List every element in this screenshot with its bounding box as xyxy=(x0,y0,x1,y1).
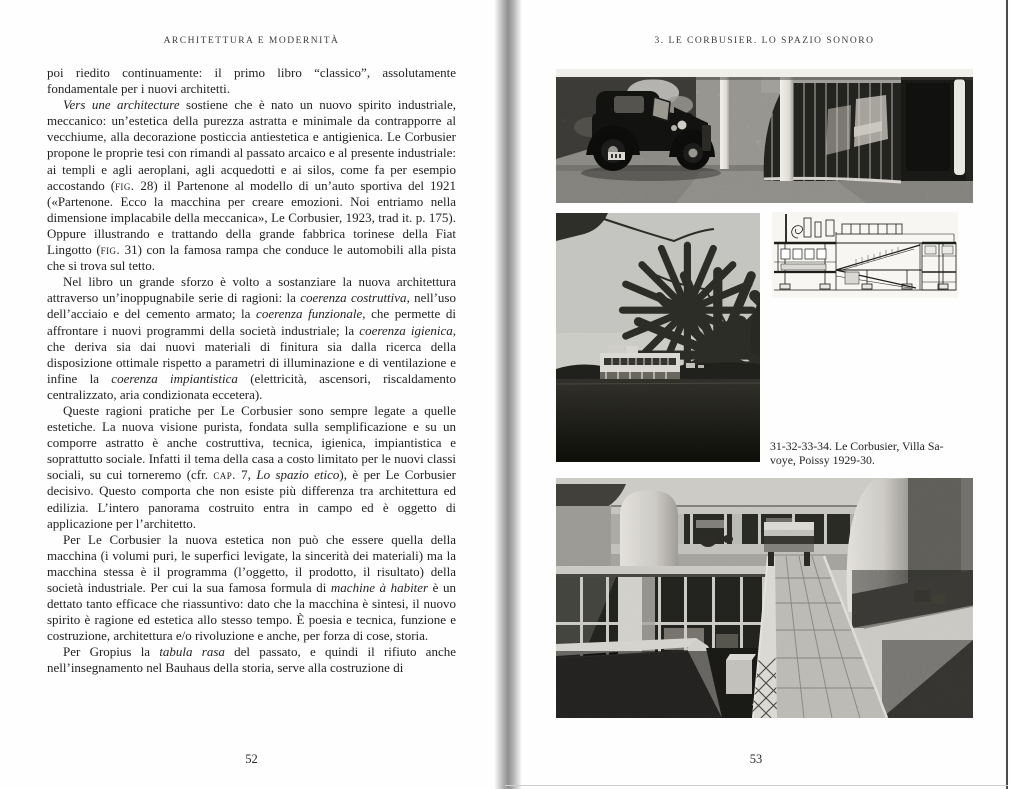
body-paragraph: Nel libro un grande sforzo è volto a sostanziare la nuova architettura attraverso un’inoppugnabile serie di ragioni: la coerenza costruttiva, nell’uso dell’acciaio e del cemento armato; la coerenza funzionale, che permette di affrontare i nuovi programmi della società industriale; la coerenza igienica, che deriva sia dai nuovi materiali di finitura sia dalla ricerca della disposizione ottimale rispetto a parametri di illuminazione e di ventilazione e infine la coerenza impiantistica (elettricità, ascensori, riscaldamento centralizzato, aria condizionata eccetera). xyxy=(47,274,457,402)
photo-villa-in-meadow xyxy=(556,213,760,462)
body-paragraph: Queste ragioni pratiche per Le Corbusier sono sempre legate a quelle estetiche. La nuova visione purista, fondata sulla semplificazione e su un comporre astratto è anche costruttiva, tecnica, igienica, impiantistica e soprattutto sociale. Infatti il tema della casa a costo limitato per le nuovi classi sociali, su cui torneremo (cfr. cap. 7, Lo spazio etico), è per Le Corbusier decisivo. Questo comporta che non esiste più differenza tra architettura ed edilizia. L’intero panorama costruito entra in campo ed è oggetto di applicazione per l’architetto. xyxy=(47,402,456,531)
caption-line: voye, Poissy 1929-30. xyxy=(770,452,875,467)
page-number-right: 53 xyxy=(749,752,763,766)
body-paragraph: Per Le Corbusier la nuova estetica non può che essere quella della macchina (i volumi puri, le superfici levigate, la sincerità dei materiali) ma la macchina stessa è il programma (l’oggetto, il prodotto, il risultato) della società industriale. Per cui la sua famosa formula di machine à habiter è un dettato tanto efficace che riassuntivo: dato che la macchina è sintesi, il nuovo spirito è ragione ed estetica allo stesso tempo. È poesia e tecnica, funzione e costruzione, architettura e/o rivoluzione e anche, per forza di cose, storia. xyxy=(47,531,456,644)
figure-drawing-section xyxy=(772,212,958,298)
body-paragraph: Vers une architecture sostiene che è nato un nuovo spirito industriale, meccanico: un’estetica della purezza astratta e minimale da contrapporre al vecchiume, alla decorazione posticcia antiestetica e antigienica. Le Corbusier propone le proprie tesi con rimandi al passato arcaico e al presente industriale: ai templi e agli aeroplani, agli acquedotti e ai silos, come fa per esempio accostando (fig. 28) il Partenone al modello di un’auto sportiva del 1921 («Partenone. Ecco la macchina per creare emozioni. Noi entriamo nella dimensione implacabile della meccanica», Le Corbusier, 1923, trad it. p. 175). Oppure illustrando e trattando della grande fabbrica torinese della Fiat Lingotto (fig. 31) con la famosa rampa che conduce le automobili alla pista che si trova sul tetto. xyxy=(47,97,456,274)
body-paragraph: Per Gropius la tabula rasa del passato, e quindi il rifiuto anche nell’insegnamento nel Bauhaus della storia, serve alla costruzione di xyxy=(47,644,456,676)
running-header-left: ARCHITETTURA E MODERNITÀ xyxy=(163,36,340,46)
caption-line: 31-32-33-34. Le Corbusier, Villa Sa- xyxy=(770,439,944,453)
figure-photo-car-pilotis xyxy=(556,69,973,203)
drawing-villa-section xyxy=(772,212,958,298)
figure-photo-roof-terrace xyxy=(556,478,973,718)
running-header-right: 3. LE CORBUSIER. LO SPAZIO SONORO xyxy=(654,36,875,46)
page-number-left: 52 xyxy=(245,752,258,766)
figure-photo-villa-meadow xyxy=(556,213,760,462)
figure-caption xyxy=(770,440,972,467)
body-paragraph: poi riedito continuamente: il primo libro “classico”, assolutamente fondamentale per i nuovi architetti. xyxy=(47,65,456,97)
page-edge-line xyxy=(1006,0,1008,789)
photo-car-under-pilotis xyxy=(556,69,973,203)
gutter-shadow xyxy=(494,0,522,789)
photo-roof-terrace-ramp xyxy=(556,478,973,718)
page-bottom-edge xyxy=(505,785,1008,786)
body-text xyxy=(47,65,456,677)
